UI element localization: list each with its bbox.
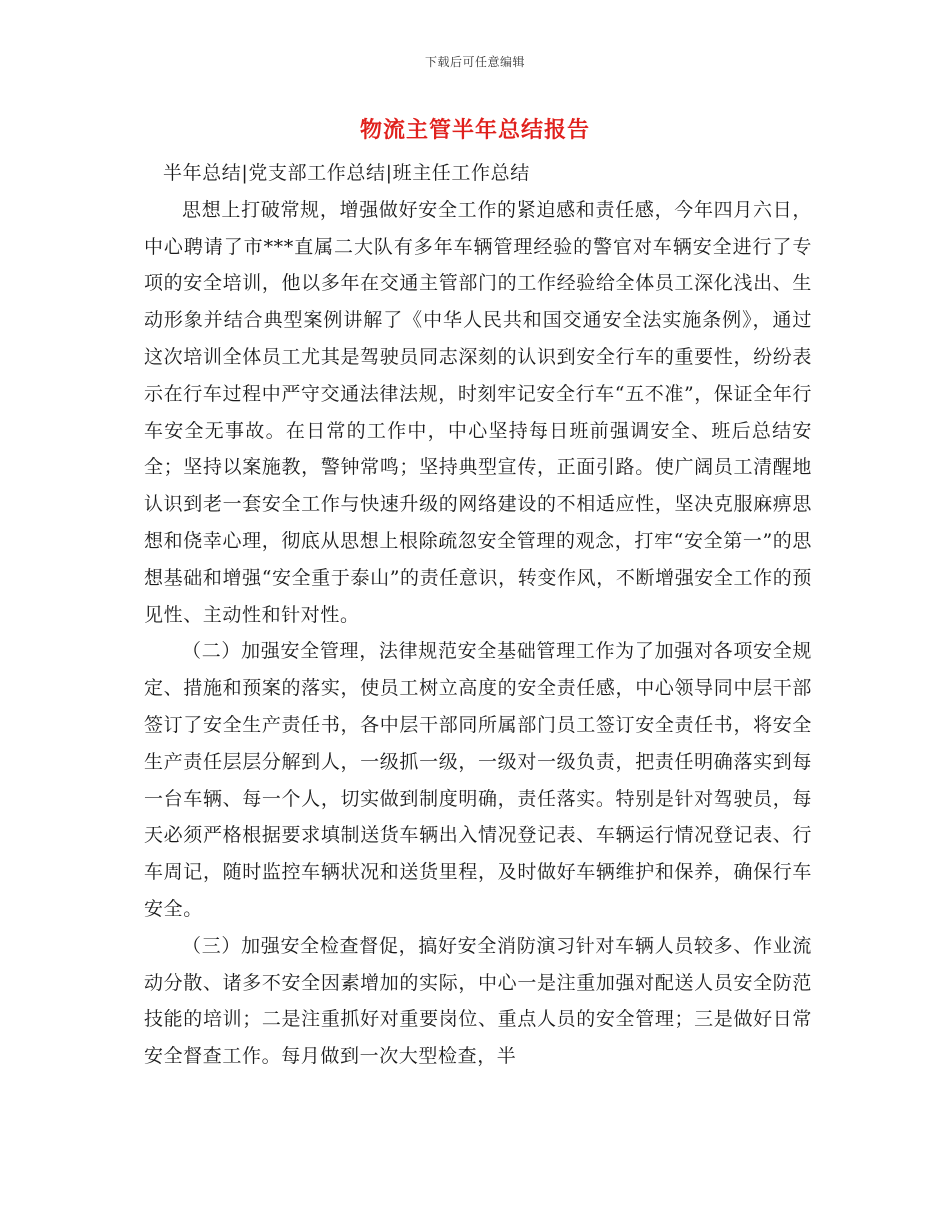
category-tags-line: 半年总结|党支部工作总结|班主任工作总结	[163, 162, 530, 184]
body-paragraph: 思想上打破常规，增强做好安全工作的紧迫感和责任感，今年四月六日，中心聘请了市***直属二大队有多年车辆管理经验的警官对车辆安全进行了专项的安全培训，他以多年在交通主管部门的工作经验给全体员工深化浅出、生动形象并结合典型案例讲解了《中华人民共和国交通安全法实施条例》，通过这次培训全体员工尤其是驾驶员同志深刻的认识到安全行车的重要性，纷纷表示在行车过程中严守交通法律法规，时刻牢记安全行车“五不准”，保证全年行车安全无事故。在日常的工作中，中心坚持每日班前强调安全、班后总结安全；坚持以案施教，警钟常鸣；坚持典型宣传，正面引路。使广阔员工清醒地认识到老一套安全工作与快速升级的网络建设的不相适应性，坚决克服麻痹思想和侥幸心理，彻底从思想上根除疏忽安全管理的观念，打牢“安全第一”的思想基础和增强“安全重于泰山”的责任意识，转变作风，不断增强安全工作的预见性、主动性和针对性。	[144, 198, 812, 626]
body-paragraph: （二）加强安全管理，法律规范安全基础管理工作为了加强对各项安全规定、措施和预案的落实，使员工树立高度的安全责任感，中心领导同中层干部签订了安全生产责任书，各中层干部同所属部门员工签订安全责任书，将安全生产责任层层分解到人，一级抓一级，一级对一级负责，把责任明确落实到每一台车辆、每一个人，切实做到制度明确，责任落实。特别是针对驾驶员，每天必须严格根据要求填制送货车辆出入情况登记表、车辆运行情况登记表、行车周记，随时监控车辆状况和送货里程，及时做好车辆维护和保养，确保行车安全。	[144, 640, 812, 920]
document-body	[144, 155, 812, 1075]
header-note: 下载后可任意编辑	[424, 55, 525, 69]
body-paragraph: （三）加强安全检查督促，搞好安全消防演习针对车辆人员较多、作业流动分散、诸多不安全因素增加的实际，中心一是注重加强对配送人员安全防范技能的培训；二是注重抓好对重要岗位、重点人员的安全管理；三是做好日常安全督查工作。每月做到一次大型检查，半	[144, 934, 812, 1068]
document-title: 物流主管半年总结报告	[359, 118, 590, 143]
